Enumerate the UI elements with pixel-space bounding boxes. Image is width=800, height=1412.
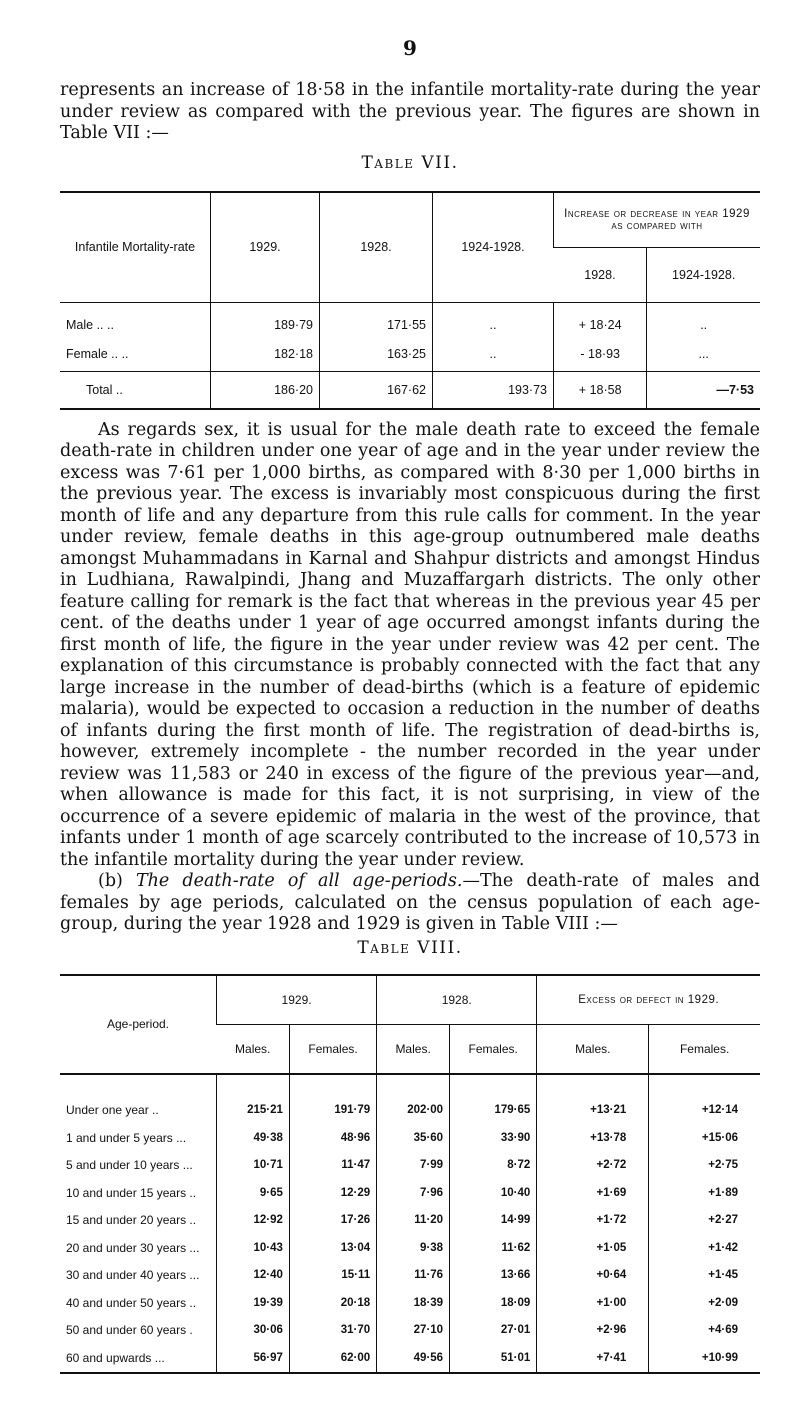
table7-title: Table VII. [361,152,459,173]
t8-cell: +1·42 [649,1234,760,1262]
t8-cell: 14·99 [450,1207,537,1235]
t8-cell: 10·71 [217,1152,290,1180]
t8-header-females: Females. [450,1024,537,1074]
t7-header-comp-1924-1928: 1924-1928. [647,247,760,302]
table-row [60,1074,760,1125]
t7-cell-label: Total .. [60,371,211,409]
t8-cell: +1·89 [649,1179,760,1207]
t8-cell-age: 1 and under 5 years ... [66,1130,187,1145]
t8-cell-age: 50 and under 60 years . [66,1323,193,1338]
t8-header-females: Females. [289,1024,376,1074]
t8-cell: 18·39 [377,1289,450,1317]
table-row [60,1344,760,1373]
t7-header-increase: Increase or decrease in year 1929 as compared with [554,192,761,248]
table-row [60,337,760,372]
t8-header-males: Males. [217,1024,290,1074]
t7-cell: —7·53 [647,371,760,409]
t8-cell: 11·62 [450,1234,537,1262]
t8-cell: 62·00 [289,1344,376,1373]
table-row [60,1262,760,1290]
t8-cell: 18·09 [450,1289,537,1317]
t8-cell: 49·56 [377,1344,450,1373]
t8-cell: 13·66 [450,1262,537,1290]
t8-header-1928: 1928. [377,975,537,1025]
table-row [60,1207,760,1235]
page-number: 9 [403,36,417,60]
t7-cell: 193·73 [433,371,554,409]
table-row [60,1317,760,1345]
t8-cell: +2·96 [537,1317,649,1345]
t8-cell: +1·45 [649,1262,760,1290]
t7-cell: + 18·24 [554,302,647,337]
t7-cell-label: Female .. .. [66,346,129,361]
t8-cell: 13·04 [289,1234,376,1262]
t8-cell: +10·99 [649,1344,760,1373]
t8-cell: 202·00 [377,1074,450,1125]
t8-cell: 11·20 [377,1207,450,1235]
t8-cell: +2·72 [537,1152,649,1180]
table-row [60,1289,760,1317]
t7-cell: 186·20 [211,371,320,409]
t8-header-males: Males. [377,1024,450,1074]
t8-cell-age: 10 and under 15 years .. [66,1185,197,1200]
t8-cell: +4·69 [649,1317,760,1345]
t8-header-excess: Excess or defect in 1929. [537,975,760,1025]
t8-cell: +2·75 [649,1152,760,1180]
t7-cell: .. [433,302,554,337]
t8-cell: +1·72 [537,1207,649,1235]
t8-cell: 215·21 [217,1074,290,1125]
t7-cell: 182·18 [211,337,320,372]
t7-cell: 163·25 [320,337,433,372]
t7-header-1928: 1928. [320,192,433,303]
t8-cell: +1·00 [537,1289,649,1317]
t7-header-1929: 1929. [211,192,320,303]
table-vii [60,191,760,410]
t8-cell: +15·06 [649,1124,760,1152]
t7-cell: 189·79 [211,302,320,337]
t8-cell: 8·72 [450,1152,537,1180]
t8-cell: +0·64 [537,1262,649,1290]
t8-cell: 12·29 [289,1179,376,1207]
t8-cell: 17·26 [289,1207,376,1235]
t8-cell: +13·21 [537,1074,649,1125]
section-b-heading: The death-rate of all age-periods. [135,871,463,891]
table8-title: Table VIII. [357,937,463,958]
t8-cell-age: 40 and under 50 years .. [66,1295,197,1310]
document-page [60,0,760,1374]
body-paragraph: As regards sex, it is usual for the male death rate to exceed the female death-rate in children under one year of age and in the year under review the excess was 7·61 per 1,000 births, as compared with 8·30 per 1,000 births in the previous year. The excess is invariably most conspicuous during the first month of life and any departure from this rule calls for comment. In the year under review, female deaths in this age-group outnumbered male deaths amongst Muhammadans in Karnal and Shahpur districts and amongst Hindus in Ludhiana, Rawalpindi, Jhang and Muzaffargarh districts. The only other feature calling for remark is the fact that whereas in the previous year 45 per cent. of the deaths under 1 year of age occurred amongst infants during the first month of life, the figure in the year under review was 42 per cent. The explanation of this circumstance is probably connected with the fact that any large increase in the number of dead-births (which is a feature of epidemic malaria), would be expected to occasion a reduction in the number of deaths of infants during the first month of life. The registration of dead-births is, however, extremely incomplete - the number recorded in the year under review was 11,583 or 240 in excess of the figure of the previous year—and, when allowance is made for this fact, it is not surprising, in view of the occurrence of a severe epidemic of malaria in the west of the province, that infants under 1 month of age scarcely contributed to the increase of 10,573 in the infantile mortality during the year under review. [60,419,760,870]
intro-paragraph: represents an increase of 18·58 in the infantile mortality-rate during the year under review as compared with the previous year. The figures are shown in Table VII :— [60,80,760,143]
t8-cell: 7·99 [377,1152,450,1180]
table-row [60,1152,760,1180]
t8-cell-age: Under one year .. [66,1103,159,1118]
t8-cell: 56·97 [217,1344,290,1373]
t7-cell: 171·55 [320,302,433,337]
t8-cell-age: 15 and under 20 years .. [66,1213,197,1228]
table-viii [60,974,760,1374]
t8-cell: 12·92 [217,1207,290,1235]
t8-cell: 30·06 [217,1317,290,1345]
t8-cell: 49·38 [217,1124,290,1152]
t8-cell: 7·96 [377,1179,450,1207]
t8-cell: 48·96 [289,1124,376,1152]
t8-cell: 15·11 [289,1262,376,1290]
t8-header-females: Females. [649,1024,760,1074]
t8-cell: 11·47 [289,1152,376,1180]
t7-header-comp-1928: 1928. [554,247,647,302]
t8-cell: +2·27 [649,1207,760,1235]
t8-cell: 27·01 [450,1317,537,1345]
t8-cell: 9·38 [377,1234,450,1262]
t7-cell: + 18·58 [554,371,647,409]
table-row-total [60,371,760,409]
t8-cell: 10·43 [217,1234,290,1262]
t8-cell: 9·65 [217,1179,290,1207]
t8-header-age: Age-period. [60,975,217,1074]
t8-cell: +12·14 [649,1074,760,1125]
t8-header-males: Males. [537,1024,649,1074]
table-row [60,1234,760,1262]
t8-cell: +7·41 [537,1344,649,1373]
table-row [60,1124,760,1152]
t8-cell: 19·39 [217,1289,290,1317]
t7-header-rate: Infantile Mortality-rate [60,192,211,303]
section-b-paragraph [60,871,760,936]
t8-cell: 31·70 [289,1317,376,1345]
t8-cell: 51·01 [450,1344,537,1373]
section-b-label: (b) [98,871,123,891]
t7-cell: .. [647,302,760,337]
t8-header-1929: 1929. [217,975,377,1025]
t7-cell: ... [647,337,760,372]
t8-cell-age: 30 and under 40 years ... [66,1268,200,1283]
t8-cell: 33·90 [450,1124,537,1152]
t7-cell: - 18·93 [554,337,647,372]
t8-cell: 191·79 [289,1074,376,1125]
t8-cell: 27·10 [377,1317,450,1345]
t8-cell: 35·60 [377,1124,450,1152]
t8-cell: +1·05 [537,1234,649,1262]
t7-header-1924-1928: 1924-1928. [433,192,554,303]
t8-cell: +2·09 [649,1289,760,1317]
t8-cell: +1·69 [537,1179,649,1207]
t8-cell-age: 20 and under 30 years ... [66,1240,200,1255]
t7-cell: .. [433,337,554,372]
t8-cell: 20·18 [289,1289,376,1317]
table-row [60,302,760,337]
t8-cell: 11·76 [377,1262,450,1290]
table-row [60,1179,760,1207]
t7-cell: 167·62 [320,371,433,409]
t8-cell: 10·40 [450,1179,537,1207]
section-b-text: —The death-rate of males and females by age periods, calculated on the census population of each age-group, during the year 1928 and 1929 is given in Table VIII :— [60,871,761,934]
t8-cell-age: 5 and under 10 years ... [66,1158,193,1173]
t8-cell-age: 60 and upwards ... [66,1350,165,1365]
t8-cell: 179·65 [450,1074,537,1125]
t7-cell-label: Male .. .. [66,317,114,332]
t8-cell: +13·78 [537,1124,649,1152]
t8-cell: 12·40 [217,1262,290,1290]
